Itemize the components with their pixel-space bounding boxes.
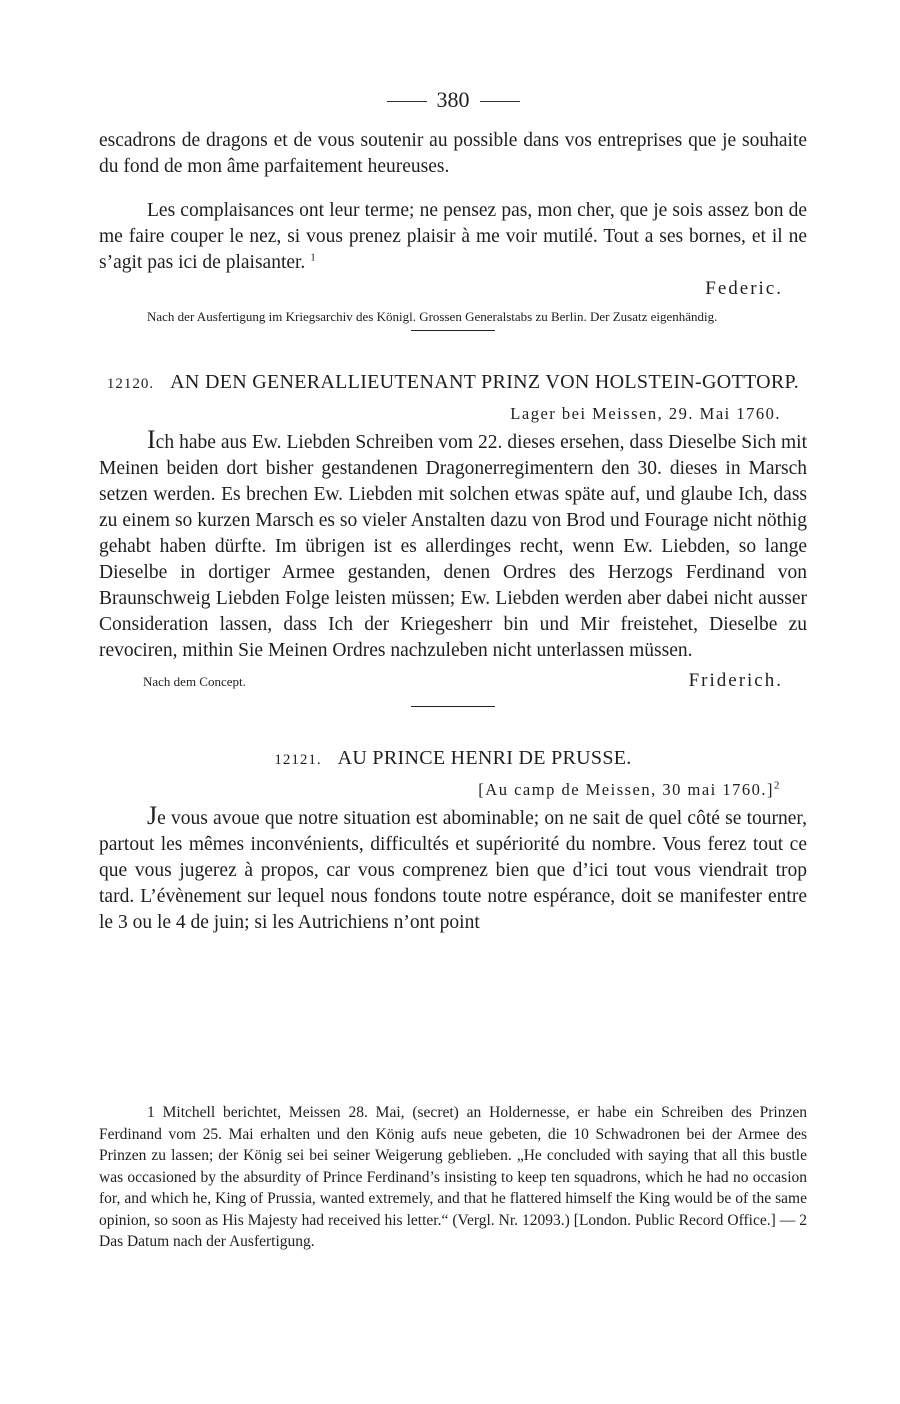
dropcap: I bbox=[147, 425, 156, 454]
source-note-2: Nach dem Concept. bbox=[143, 674, 246, 689]
letter-heading-12121 bbox=[99, 745, 807, 773]
paragraph-complaisances-text: Les complaisances ont leur terme; ne pensez pas, mon cher, que je sois assez bon de me faire couper le nez, si vous prenez plaisir à me voir mutilé. Tout a ses bornes, et il ne s’agit pas ici de plaisanter. bbox=[99, 200, 807, 273]
letter-body-text: ch habe aus Ew. Liebden Schreiben vom 22. dieses ersehen, dass Dieselbe Sich mit Meinen beiden dort bisher gestandenen Dragonerregimentern den 30. dieses in Marsch setzen werden. Es brechen Ew. Liebden mit solchen etwas späte auf, und glaube Ich, dass zu einem so kurzen Marsch es so vieler Anstalten dazu von Brod und Fourage nicht nöthig gehabt haben dürfte. Im übrigen ist es allerdinges recht, wenn Ew. Liebden, so lange Dieselbe in dortiger Armee gestanden, denen Ordres des Herzogs Ferdinand von Braunschweig Liebden Folge leisten müssen; Ew. Liebden werden aber dabei nicht ausser Consideration lassen, dass Ich der Kriegesherr bin und Mir freistehet, Dieselbe zu revociren, mithin Sie Meinen Ordres nachzuleben nicht unterlassen müssen. bbox=[99, 432, 807, 661]
signature-row bbox=[99, 670, 807, 692]
letter-title: AN DEN GENERALLIEUTENANT PRINZ VON HOLSTEIN-GOTTORP. bbox=[170, 371, 800, 393]
paragraph-complaisances bbox=[99, 198, 807, 276]
dateline-2-text: [Au camp de Meissen, 30 mai 1760.] bbox=[478, 780, 774, 799]
section-divider-2 bbox=[411, 706, 495, 707]
letter-body-12120 bbox=[99, 427, 807, 664]
letter-body-12121 bbox=[99, 803, 807, 936]
page-header bbox=[99, 80, 807, 120]
letter-body-text-2: e vous avoue que notre situation est abominable; on ne sait de quel côté se tourner, partout les mêmes inconvénients, difficultés et supériorité du nombre. Vous ferez tout ce que vous jugerez à propos, car vous comprenez bien que d’ici tout vous viendrait trop tard. L’évènement sur lequel nous fondons toute notre espérance, doit se manifester entre le 3 ou le 4 de juin; si les Autrichiens n’ont point bbox=[99, 808, 807, 933]
dropcap-2: J bbox=[147, 801, 158, 830]
page-number: 380 bbox=[436, 87, 470, 112]
page bbox=[99, 80, 807, 936]
source-note-1: Nach der Ausfertigung im Kriegsarchiv des Königl. Grossen Generalstabs zu Berlin. Der Zusatz eigenhändig. bbox=[147, 309, 718, 324]
footnote-mark-1: 1 bbox=[310, 251, 316, 264]
footnote-1: 1 Mitchell berichtet, Meissen 28. Mai, (secret) an Holdernesse, er habe ein Schreiben des Prinzen Ferdinand vom 25. Mai erhalten und den König aufs neue gebeten, die 10 Schwadronen bei der Armee des Prinzen zu lassen; der König sei bei seiner Weigerung geblieben. „He concluded with saying that all this bustle was occasioned by the absurdity of Prince Ferdinand’s insisting to keep ten squadrons, which he had no occasion for, and which he, King of Prussia, wanted extremely, and that he flattered himself the King would be of the same opinion, so soon as His Majesty had received his letter.“ (Vergl. Nr. 12093.) [London. Public Record Office.] — 2 Das Datum nach der Ausfertigung. bbox=[99, 1104, 807, 1250]
signature-federic: Federic. bbox=[705, 278, 783, 299]
header-rule-right bbox=[480, 101, 520, 102]
letter-heading-12120 bbox=[99, 369, 807, 397]
letter-number: 12120. bbox=[106, 376, 155, 392]
signature-friderich: Friderich. bbox=[688, 670, 783, 691]
footnote-mark-2: 2 bbox=[774, 779, 781, 792]
footnotes bbox=[99, 1102, 807, 1253]
section-divider bbox=[411, 330, 495, 331]
paragraph-continued: escadrons de dragons et de vous soutenir au possible dans vos entreprises que je souhaite du fond de mon âme parfaitement heureuses. bbox=[99, 130, 807, 177]
dateline: Lager bei Meissen, 29. Mai 1760. bbox=[510, 404, 781, 423]
letter-title-2: AU PRINCE HENRI DE PRUSSE. bbox=[337, 747, 632, 769]
dateline-2 bbox=[99, 777, 807, 803]
header-rule-left bbox=[387, 101, 427, 102]
letter-number-2: 12121. bbox=[274, 752, 322, 768]
